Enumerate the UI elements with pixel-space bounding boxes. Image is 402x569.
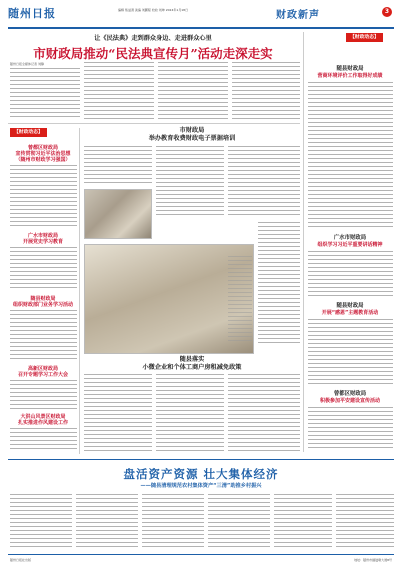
main-text-col-4	[232, 62, 300, 120]
right-item-1-body	[308, 82, 393, 230]
bottom-banner-subtitle: ——随县清理规范农村集体资产“三清”助推乡村振兴	[140, 483, 262, 489]
left-item-1-title2: 宣传贯彻习近平法治思想	[15, 151, 71, 157]
banner-text-col-4	[208, 494, 270, 550]
center-text-col-3	[228, 146, 300, 218]
center-story-title2: 举办教育收费财政电子票据培训	[148, 135, 236, 142]
mid-text-col-2	[156, 374, 224, 452]
mid-story-title1: 随县落实	[179, 356, 205, 363]
left-item-3-title2: 组织财政部门业务学习活动	[12, 302, 73, 308]
right-item-2-body	[308, 251, 393, 299]
footer-left: 随州日报社出版	[10, 558, 32, 562]
left-item-4-title1: 高新区财政局	[27, 366, 58, 372]
left-item-3-body	[10, 310, 77, 362]
left-item-4-title2: 召开专题学习工作大会	[17, 372, 68, 378]
left-section-tag: 【财政动态】	[10, 128, 47, 137]
training-photo	[84, 189, 152, 239]
banner-text-col-6	[336, 494, 394, 550]
center-story-title1: 市财政局	[179, 127, 205, 134]
masthead	[8, 4, 394, 26]
newspaper-logo: 随州日报	[8, 7, 56, 20]
left-item-5-body	[10, 428, 77, 452]
center-text-col-1	[84, 146, 152, 186]
left-item-4-body	[10, 380, 77, 410]
column-divider	[79, 128, 80, 454]
right-item-1-title1: 随县财政局	[336, 66, 364, 72]
right-item-2-title2: 组织学习习近平重要讲话精神	[317, 242, 383, 248]
left-item-1-title1: 曾都区财政局	[27, 145, 58, 151]
right-item-3-body	[308, 319, 393, 387]
left-item-3-title1: 随县财政局	[30, 296, 56, 302]
right-item-3-title1: 随县财政局	[336, 303, 364, 309]
banner-text-col-5	[274, 494, 332, 550]
header-rule	[8, 27, 394, 29]
photo-caption-text	[228, 256, 252, 344]
left-item-1-title3: （随州市财政学习强国）	[15, 157, 71, 163]
publication-info: 编辑 熊溢清 美编 刘鹏程 校检 刘坤 2024年1月18日	[118, 8, 189, 12]
right-section-tag: 【财政动态】	[346, 33, 383, 42]
mid-text-col-3	[228, 374, 300, 452]
footer-right: 地址：随州市擂鼓墩大道8号	[354, 558, 392, 562]
main-headline: 市财政局推动“民法典宣传月”活动走深走实	[33, 46, 273, 61]
footer	[8, 554, 394, 566]
left-item-2-title1: 广水市财政局	[27, 233, 58, 239]
left-item-2-title2: 开展党史学习教育	[22, 239, 63, 245]
main-text-col-2	[84, 62, 154, 120]
main-text-col-3	[158, 62, 228, 120]
right-item-4-body	[308, 407, 393, 451]
main-text-col-1	[10, 68, 80, 120]
banner-rule	[8, 459, 394, 460]
banner-text-col-1	[10, 494, 72, 550]
banner-text-col-2	[76, 494, 138, 550]
right-item-3-title2: 开展“感恩”主题教育活动	[321, 310, 379, 316]
main-kicker: 让《民法典》走到群众身边、走进群众心里	[94, 35, 212, 42]
left-item-2-body	[10, 247, 77, 291]
right-item-2-title1: 广水市财政局	[333, 235, 367, 241]
mid-text-col-1	[84, 374, 152, 452]
column-divider	[303, 32, 304, 452]
section-title: 财政新声	[276, 10, 320, 21]
left-item-5-title1: 大洪山风景区财政局	[20, 414, 66, 420]
banner-text-col-3	[142, 494, 204, 550]
right-item-4-title2: 积极参加平安建设宣传活动	[319, 398, 380, 404]
mid-story-title2: 小微企业和个体工商户房租减免政策	[142, 364, 242, 371]
right-item-4-title1: 曾都区财政局	[333, 391, 367, 397]
divider	[8, 123, 300, 124]
page-number-badge: 3	[382, 7, 392, 17]
left-item-1-body	[10, 165, 77, 229]
bottom-banner-title: 盘活资产资源 壮大集体经济	[123, 467, 279, 481]
center-text-col-4	[258, 222, 300, 346]
center-text-col-2	[156, 146, 224, 218]
right-item-1-title2: 营商环境评价工作取得好成绩	[317, 73, 383, 79]
left-item-5-title2: 扎实推进作风建设工作	[17, 420, 68, 426]
main-byline: 随州日报全媒体记者 刘静	[10, 62, 44, 66]
